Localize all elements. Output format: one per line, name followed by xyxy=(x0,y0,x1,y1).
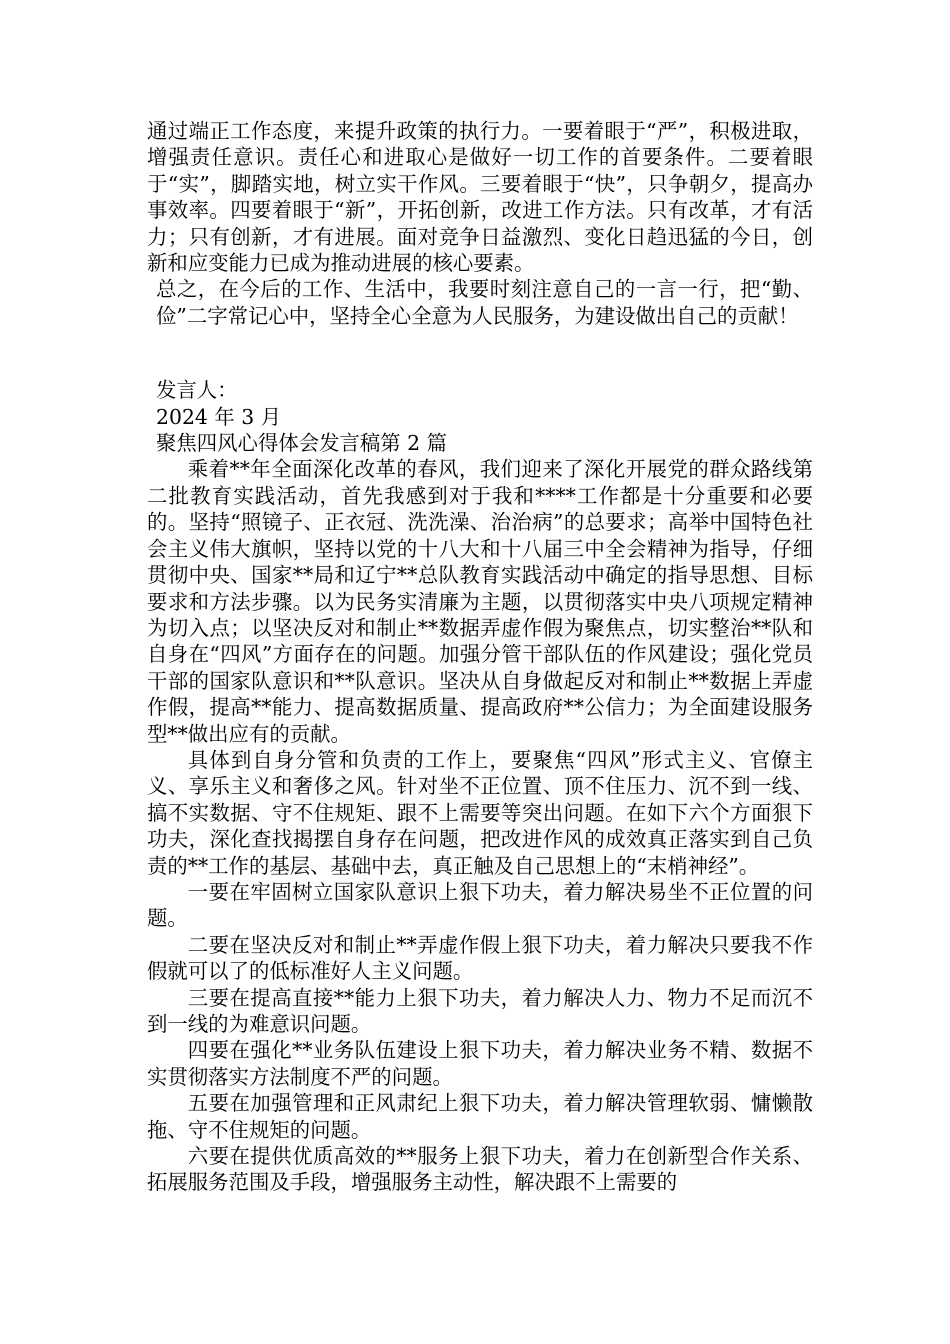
body-paragraph: 具体到自身分管和负责的工作上，要聚焦“四风”形式主义、官僚主义、享乐主义和奢侈之风。针对坐不正位置、顶不住压力、沉不到一线、搞不实数据、守不住规矩、跟不上需要等突出问题。在如下六个方面狠下功夫，深化查找揭摆自身存在问题，把改进作风的成效真正落实到自己负责的**工作的基层、基础中去，真正触及自己思想上的“末梢神经”。 xyxy=(147,747,813,878)
spacer xyxy=(147,329,813,377)
speaker-label: 发言人： xyxy=(156,378,238,403)
body-paragraph: 乘着**年全面深化改革的春风，我们迎来了深化开展党的群众路线第二批教育实践活动，首先我感到对于我和****工作都是十分重要和必要的。坚持“照镜子、正衣冠、洗洗澡、治治病”的总要求；高举中国特色社会主义伟大旗帜，坚持以党的十八大和十八届三中全会精神为指导，仔细贯彻中央、国家**局和辽宁**总队教育实践活动中确定的指导思想、目标要求和方法步骤。以为民务实清廉为主题，以贯彻落实中央八项规定精神为切入点；以坚决反对和制止**数据弄虚作假为聚焦点，切实整治**队和自身在“四风”方面存在的问题。加强分管干部队伍的作风建设；强化党员干部的国家队意识和**队意识。坚决从自身做起反对和制止**数据上弄虚作假，提高**能力、提高数据质量、提高政府**公信力；为全面建设服务型**做出应有的贡献。 xyxy=(147,457,813,746)
body-paragraph: 四要在强化**业务队伍建设上狠下功夫，着力解决业务不精、数据不实贯彻落实方法制度不严的问题。 xyxy=(147,1038,813,1089)
body-paragraph: 一要在牢固树立国家队意识上狠下功夫，着力解决易坐不正位置的问题。 xyxy=(147,879,813,931)
date-line: 2024 年 3 月 xyxy=(156,404,282,429)
section-title: 聚焦四风心得体会发言稿第 2 篇 xyxy=(156,431,448,456)
paragraph-top-1: 通过端正工作态度，来提升政策的执行力。一要着眼于“严”，积极进取，增强责任意识。责任心和进取心是做好一切工作的首要条件。二要着眼于“实”，脚踏实地，树立实干作风。三要着眼于“快”，只争朝夕，提高办事效率。四要着眼于“新”，开拓创新，改进工作方法。只有改革，才有活力；只有创新，才有进展。面对竞争日益激烈、变化日趋迅猛的今日，创新和应变能力已成为推动进展的核心要素。 xyxy=(147,119,813,276)
document-text xyxy=(147,118,813,1196)
body-paragraph: 三要在提高直接**能力上狠下功夫，着力解决人力、物力不足而沉不到一线的为难意识问题。 xyxy=(147,985,813,1036)
body-paragraph: 二要在坚决反对和制止**弄虚作假上狠下功夫，着力解决只要我不作假就可以了的低标准好人主义问题。 xyxy=(147,932,813,984)
paragraph-top-2: 总之，在今后的工作、生活中，我要时刻注意自己的一言一行，把“勤、俭”二字常记心中，坚持全心全意为人民服务，为建设做出自己的贡献！ xyxy=(156,277,813,328)
body-paragraph: 六要在提供优质高效的**服务上狠下功夫，着力在创新型合作关系、拓展服务范围及手段，增强服务主动性，解决跟不上需要的 xyxy=(147,1144,813,1195)
body-paragraph: 五要在加强管理和正风肃纪上狠下功夫，着力解决管理软弱、慵懒散拖、守不住规矩的问题。 xyxy=(147,1091,813,1142)
